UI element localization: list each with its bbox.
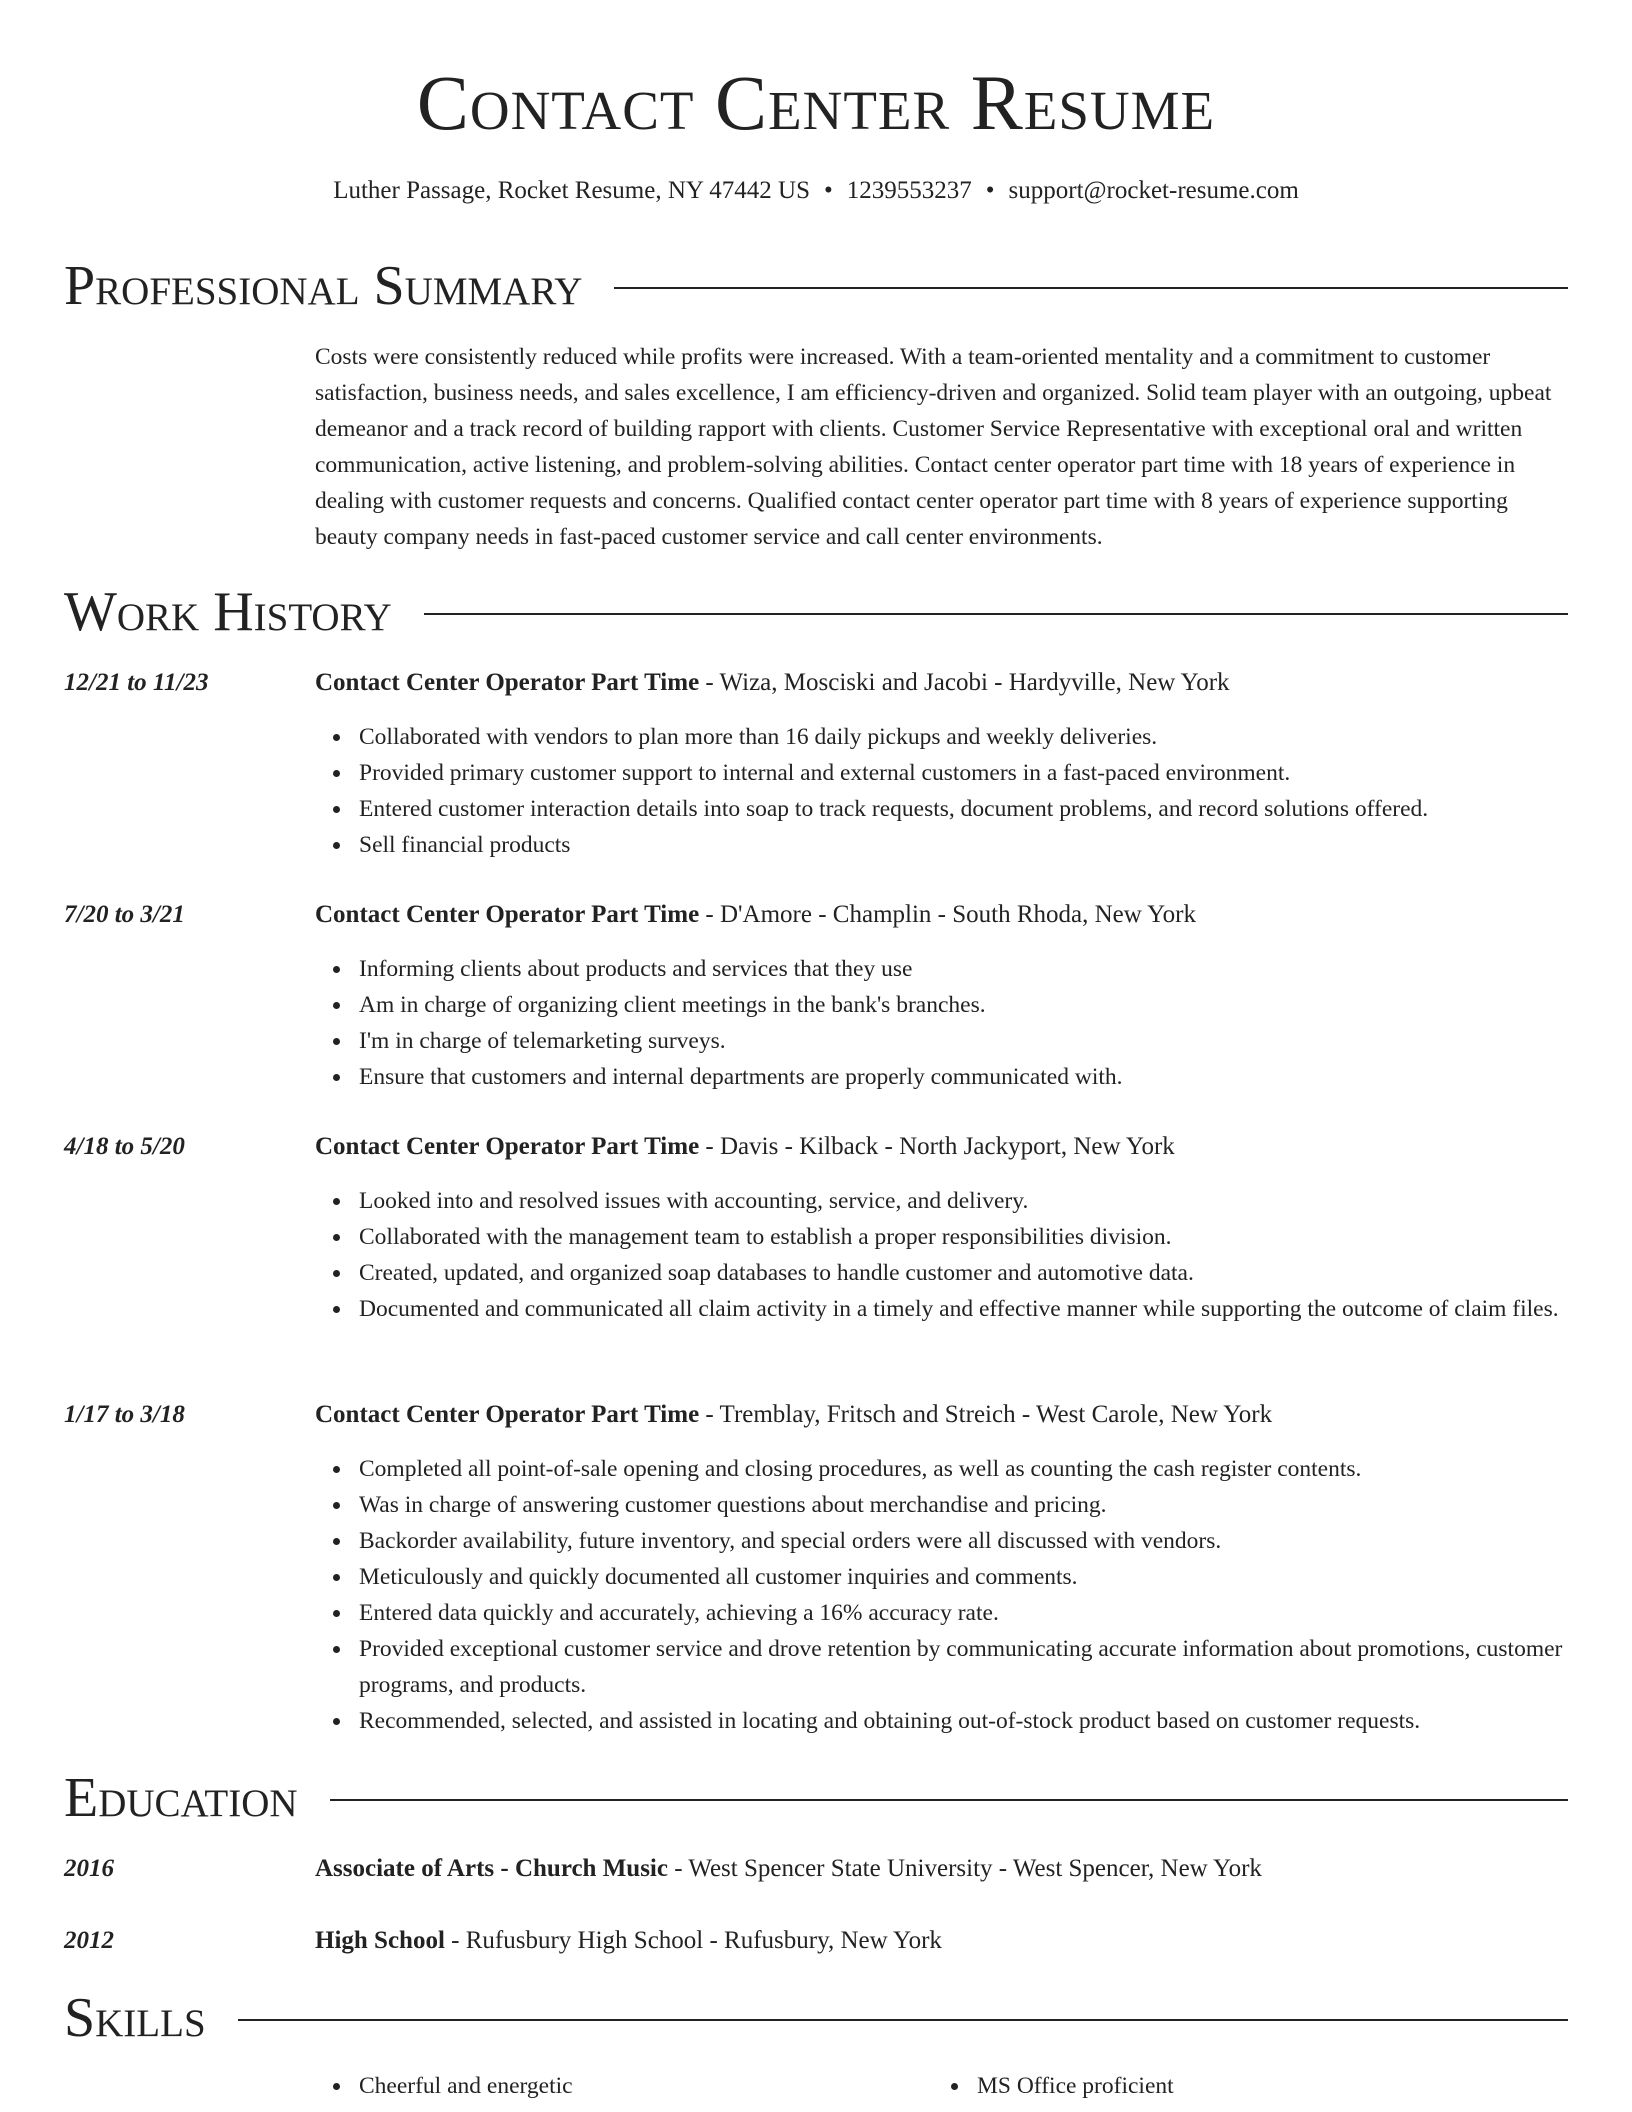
section-divider bbox=[330, 1799, 1568, 1801]
skill-item: Cheerful and energetic bbox=[359, 2068, 573, 2104]
work-title: Contact Center Operator Part Time bbox=[315, 669, 700, 696]
list-item: Am in charge of organizing client meetings in the bank's branches. bbox=[359, 987, 1568, 1023]
list-item: Entered data quickly and accurately, achieving a 16% accuracy rate. bbox=[359, 1595, 1568, 1631]
section-title-education: Education bbox=[64, 1767, 298, 1829]
contact-line bbox=[0, 174, 1632, 208]
list-item: Was in charge of answering customer questions about merchandise and pricing. bbox=[359, 1487, 1568, 1523]
list-item: Collaborated with vendors to plan more than 16 daily pickups and weekly deliveries. bbox=[359, 719, 1568, 755]
section-header-work bbox=[64, 580, 1568, 644]
education-heading bbox=[315, 1923, 942, 1959]
list-item: Documented and communicated all claim activity in a timely and effective manner while supporting the outcome of claim files. bbox=[359, 1291, 1568, 1327]
work-title: Contact Center Operator Part Time bbox=[315, 901, 700, 928]
section-title-skills: Skills bbox=[64, 1987, 206, 2049]
work-details: - Tremblay, Fritsch and Streich - West Carole, New York bbox=[699, 1401, 1273, 1428]
work-title: Contact Center Operator Part Time bbox=[315, 1133, 700, 1160]
work-bullets bbox=[315, 1451, 1568, 1739]
work-title: Contact Center Operator Part Time bbox=[315, 1401, 700, 1428]
section-divider bbox=[614, 287, 1568, 289]
list-item: Ensure that customers and internal departments are properly communicated with. bbox=[359, 1059, 1568, 1095]
section-divider bbox=[238, 2019, 1568, 2021]
summary-text: Costs were consistently reduced while profits were increased. With a team-oriented mentality and a commitment to customer satisfaction, business needs, and sales excellence, I am efficiency-driven and organized. Solid team player with an outgoing, upbeat demeanor and a track record of building rapport with clients. Customer Service Representative with exceptional oral and written communication, active listening, and problem-solving abilities. Contact center operator part time with 18 years of experience in dealing with customer requests and concerns. Qualified contact center operator part time with 8 years of experience supporting beauty company needs in fast-paced customer service and call center environments. bbox=[315, 344, 1552, 550]
work-date: 4/18 to 5/20 bbox=[64, 1133, 185, 1160]
list-item: Backorder availability, future inventory, and special orders were all discussed with vendors. bbox=[359, 1523, 1568, 1559]
contact-email: support@rocket-resume.com bbox=[1008, 177, 1299, 204]
contact-address: Luther Passage, Rocket Resume, NY 47442 US bbox=[333, 177, 810, 204]
education-details: - Rufusbury High School - Rufusbury, New York bbox=[444, 1927, 942, 1954]
education-degree: Associate of Arts - Church Music bbox=[315, 1855, 668, 1882]
education-date: 2012 bbox=[64, 1927, 114, 1954]
list-item: Collaborated with the management team to establish a proper responsibilities division. bbox=[359, 1219, 1568, 1255]
section-header-summary bbox=[64, 254, 1568, 318]
work-bullets bbox=[315, 1183, 1568, 1327]
list-item: Created, updated, and organized soap databases to handle customer and automotive data. bbox=[359, 1255, 1568, 1291]
list-item: Completed all point-of-sale opening and closing procedures, as well as counting the cash register contents. bbox=[359, 1451, 1568, 1487]
work-bullets bbox=[315, 719, 1568, 863]
education-details: - West Spencer State University - West Spencer, New York bbox=[667, 1855, 1262, 1882]
contact-phone: 1239553237 bbox=[846, 177, 972, 204]
work-heading bbox=[315, 1129, 1175, 1165]
work-date: 12/21 to 11/23 bbox=[64, 669, 209, 696]
skill-item: MS Office proficient bbox=[977, 2068, 1174, 2104]
work-date: 1/17 to 3/18 bbox=[64, 1401, 185, 1428]
list-item: Looked into and resolved issues with accounting, service, and delivery. bbox=[359, 1183, 1568, 1219]
list-item: I'm in charge of telemarketing surveys. bbox=[359, 1023, 1568, 1059]
section-title-work: Work History bbox=[64, 581, 392, 643]
work-heading bbox=[315, 665, 1230, 701]
list-item: Entered customer interaction details into soap to track requests, document problems, and record solutions offered. bbox=[359, 791, 1568, 827]
work-date: 7/20 to 3/21 bbox=[64, 901, 185, 928]
work-details: - D'Amore - Champlin - South Rhoda, New York bbox=[699, 901, 1197, 928]
contact-separator: • bbox=[985, 177, 995, 204]
work-heading bbox=[315, 897, 1196, 933]
education-date: 2016 bbox=[64, 1855, 114, 1882]
education-heading bbox=[315, 1851, 1262, 1887]
list-item: Informing clients about products and services that they use bbox=[359, 951, 1568, 987]
list-item: Sell financial products bbox=[359, 827, 1568, 863]
work-bullets bbox=[315, 951, 1568, 1095]
education-degree: High School bbox=[315, 1927, 445, 1954]
work-details: - Wiza, Mosciski and Jacobi - Hardyville, New York bbox=[699, 669, 1230, 696]
work-heading bbox=[315, 1397, 1272, 1433]
list-item: Provided primary customer support to internal and external customers in a fast-paced environment. bbox=[359, 755, 1568, 791]
skills-list-left bbox=[315, 2068, 573, 2104]
section-title-summary: Professional Summary bbox=[64, 255, 583, 317]
work-details: - Davis - Kilback - North Jackyport, New York bbox=[699, 1133, 1175, 1160]
section-divider bbox=[424, 613, 1568, 615]
contact-separator: • bbox=[823, 177, 833, 204]
section-header-skills bbox=[64, 1986, 1568, 2050]
resume-title: Contact Center Resume bbox=[416, 59, 1216, 146]
list-item: Provided exceptional customer service and drove retention by communicating accurate information about promotions, customer programs, and products. bbox=[359, 1631, 1568, 1703]
skills-list-right bbox=[933, 2068, 1174, 2104]
list-item: Recommended, selected, and assisted in locating and obtaining out-of-stock product based on customer requests. bbox=[359, 1703, 1568, 1739]
list-item: Meticulously and quickly documented all customer inquiries and comments. bbox=[359, 1559, 1568, 1595]
section-header-education bbox=[64, 1766, 1568, 1830]
